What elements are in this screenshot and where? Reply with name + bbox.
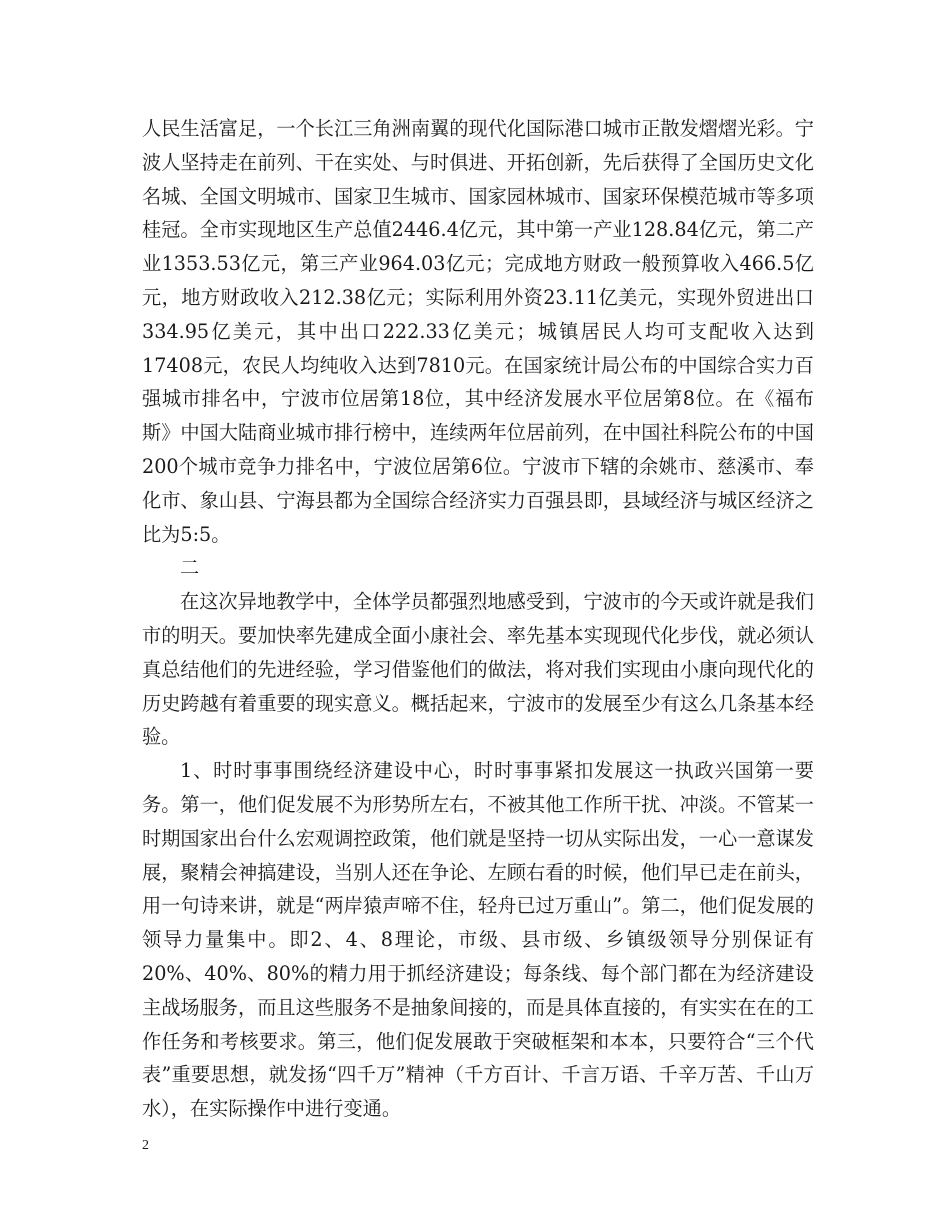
page-number: 2 <box>142 1138 149 1153</box>
paragraph-intro: 在这次异地教学中，全体学员都强烈地感受到，宁波市的今天或许就是我们市的明天。要加快率先建成全面小康社会、率先基本实现现代化步伐，就必须认真总结他们的先进经验，学习借鉴他们的做法，将对我们实现由小康向现代化的历史跨越有着重要的现实意义。概括起来，宁波市的发展至少有这么几条基本经验。 <box>142 590 814 749</box>
section-heading-two: 二 <box>180 556 200 580</box>
body-text <box>142 112 814 1126</box>
paragraph-experience-1: 1、时时事事围绕经济建设中心，时时事事紧扣发展这一执政兴国第一要务。第一，他们促发展不为形势所左右，不被其他工作所干扰、冲淡。不管某一时期国家出台什么宏观调控政策，他们就是坚持一切从实际出发，一心一意谋发展，聚精会神搞建设，当别人还在争论、左顾右看的时候，他们早已走在前头，用一句诗来讲，就是“两岸猿声啼不住，轻舟已过万重山”。第二，他们促发展的领导力量集中。即2、4、8理论，市级、县市级、乡镇级领导分别保证有20%、40%、80%的精力用于抓经济建设；每条线、每个部门都在为经济建设主战场服务，而且这些服务不是抽象间接的，而是具体直接的，有实实在在的工作任务和考核要求。第三，他们促发展敢于突破框架和本本，只要符合“三个代表”重要思想，就发扬“四千万”精神（千方百计、千言万语、千辛万苦、千山万水），在实际操作中进行变通。 <box>142 759 814 1121</box>
paragraph-continued: 人民生活富足，一个长江三角洲南翼的现代化国际港口城市正散发熠熠光彩。宁波人坚持走在前列、干在实处、与时俱进、开拓创新，先后获得了全国历史文化名城、全国文明城市、国家卫生城市、国家园林城市、国家环保模范城市等多项桂冠。全市实现地区生产总值2446.4亿元，其中第一产业128.84亿元，第二产业1353.53亿元，第三产业964.03亿元；完成地方财政一般预算收入466.5亿元，地方财政收入212.38亿元；实际利用外资23.11亿美元，实现外贸进出口334.95亿美元，其中出口222.33亿美元；城镇居民人均可支配收入达到17408元，农民人均纯收入达到7810元。在国家统计局公布的中国综合实力百强城市排名中，宁波市位居第18位，其中经济发展水平位居第8位。在《福布斯》中国大陆商业城市排行榜中，连续两年位居前列，在中国社科院公布的中国200个城市竞争力排名中，宁波位居第6位。宁波市下辖的余姚市、慈溪市、奉化市、象山县、宁海县都为全国综合经济实力百强县即，县域经济与城区经济之比为5:5。 <box>142 117 814 546</box>
